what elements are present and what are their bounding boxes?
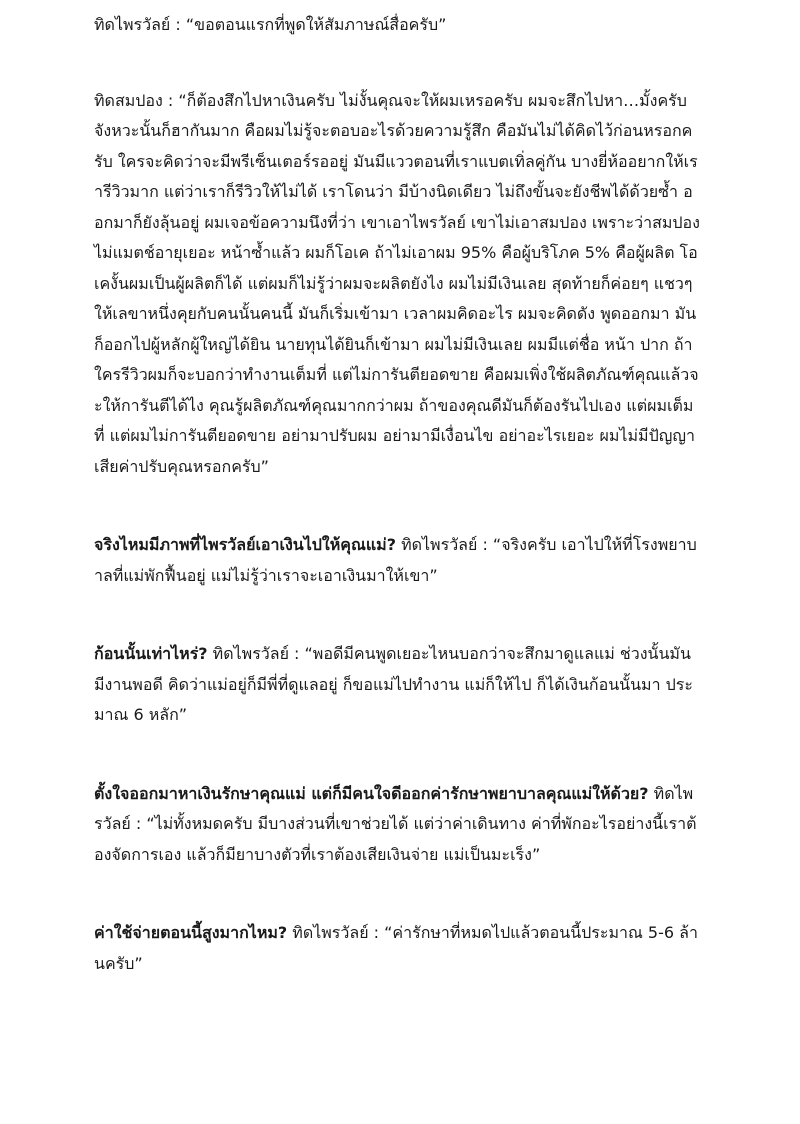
answer-text: ทิดไพรวัลย์ : “ไม่ทั้งหมดครับ มีบางส่วนที่เขาช่วยได้ แต่ว่าค่าเดินทาง ค่าที่พักอะไรอย่างนี้เราต้องจัดการเอง แล้วก็มียาบางตัวที่เราต้องเสียเงินจ่าย แม่เป็นมะเร็ง” xyxy=(94,783,697,864)
paragraph-qa-money-to-mother xyxy=(94,530,700,591)
question-text: ตั้งใจออกมาหาเงินรักษาคุณแม่ แต่ก็มีคนใจดีออกค่ารักษาพยาบาลคุณแม่ให้ด้วย? xyxy=(94,783,649,803)
answer-text: ทิดไพรวัลย์ : “พอดีมีคนพูดเยอะไหนบอกว่าจะสึกมาดูแลแม่ ช่วงนั้นมันมีงานพอดี คิดว่าแม่อยู่ก็มีพี่ที่ดูแลอยู่ ก็ขอแม่ไปทำงาน แม่ก็ให้ไป ก็ได้เงินก้อนนั้นมา ประมาณ 6 หลัก” xyxy=(94,644,693,724)
answer-text: ทิดสมปอง : “ก็ต้องสึกไปหาเงินครับ ไม่งั้นคุณจะให้ผมเหรอครับ ผมจะสึกไปหา…มั้งครับ จังหวะนั้นก็ฮากันมาก คือผมไม่รู้จะตอบอะไรด้วยความรู้สึก คือมันไม่ได้คิดไว้ก่อนหรอกครับ ใครจะคิดว่าจะมีพรีเซ็นเตอร์รออยู่ มันมีแววตอนที่เราแบตเทิ่ลคู่กัน บางยี่ห้ออยากให้เรารีวิวมาก แต่ว่าเราก็รีวิวให้ไม่ได้ เราโดนว่า มีบ้างนิดเดียว ไม่ถึงขั้นจะยังชีพได้ด้วยซ้ำ ออกมาก็ยังลุ้นอยู่ ผมเจอข้อความนึงที่ว่า เขาเอาไพรวัลย์ เขาไม่เอาสมปอง เพราะว่าสมปองไม่แมตช์อายุเยอะ หน้าซ้ำแล้ว ผมก็โอเค ถ้าไม่เอาผม 95% คือผู้บริโภค 5% คือผู้ผลิต โอเคงั้นผมเป็นผู้ผลิตก็ได้ แต่ผมก็ไม่รู้ว่าผมจะผลิตยังไง ผมไม่มีเงินเลย สุดท้ายก็ค่อยๆ แชวๆ ให้เลขาหนึ่งคุยกับคนนั้นคนนี้ มันก็เริ่มเข้ามา เวลาผมคิดอะไร ผมจะคิดดัง พูดออกมา มันก็ออกไปผู้หลักผู้ใหญ่ได้ยิน นายทุนได้ยินก็เข้ามา ผมไม่มีเงินเลย ผมมีแต่ชื่อ หน้า ปาก ถ้าใครรีวิวผมก็จะบอกว่าทำงานเต็มที่ แต่ไม่การันตียอดขาย คือผมเพิ่งใช้ผลิตภัณฑ์คุณแล้วจะให้การันตีได้ไง คุณรู้ผลิตภัณฑ์คุณมากกว่าผม ถ้าของคุณดีมันก็ต้องรันไปเอง แต่ผมเต็มที่ แต่ผมไม่การันตียอดขาย อย่ามาปรับผม อย่ามามีเงื่อนไข อย่าอะไรเยอะ ผมไม่มีปัญญาเสียค่าปรับคุณหรอกครับ” xyxy=(94,90,700,476)
question-text: จริงไหมมีภาพที่ไพรวัลย์เอาเงินไปให้คุณแม่? xyxy=(94,535,396,554)
paragraph-qa-amount xyxy=(94,639,700,731)
answer-text: ทิดไพรวัลย์ : “ขอตอนแรกที่พูดให้สัมภาษณ์สื่อครับ” xyxy=(94,15,447,34)
question-text: ค่าใช้จ่ายตอนนี้สูงมากไหม? xyxy=(94,923,288,942)
interview-article xyxy=(94,10,700,979)
paragraph-qa-medical-costs xyxy=(94,779,700,871)
answer-text: ทิดไพรวัลย์ : “จริงครับ เอาไปให้ที่โรงพยาบาลที่แม่พักฟื้นอยู่ แม่ไม่รู้ว่าเราจะเอาเงินมาให้เขา” xyxy=(94,535,697,585)
paragraph-intro-answer xyxy=(94,10,700,41)
paragraph-sompong-answer xyxy=(94,86,700,483)
answer-text: ทิดไพรวัลย์ : “ค่ารักษาที่หมดไปแล้วตอนนี้ประมาณ 5-6 ล้านครับ” xyxy=(94,923,698,973)
question-text: ก้อนนั้นเท่าไหร่? xyxy=(94,644,208,663)
paragraph-qa-current-expenses xyxy=(94,918,700,979)
